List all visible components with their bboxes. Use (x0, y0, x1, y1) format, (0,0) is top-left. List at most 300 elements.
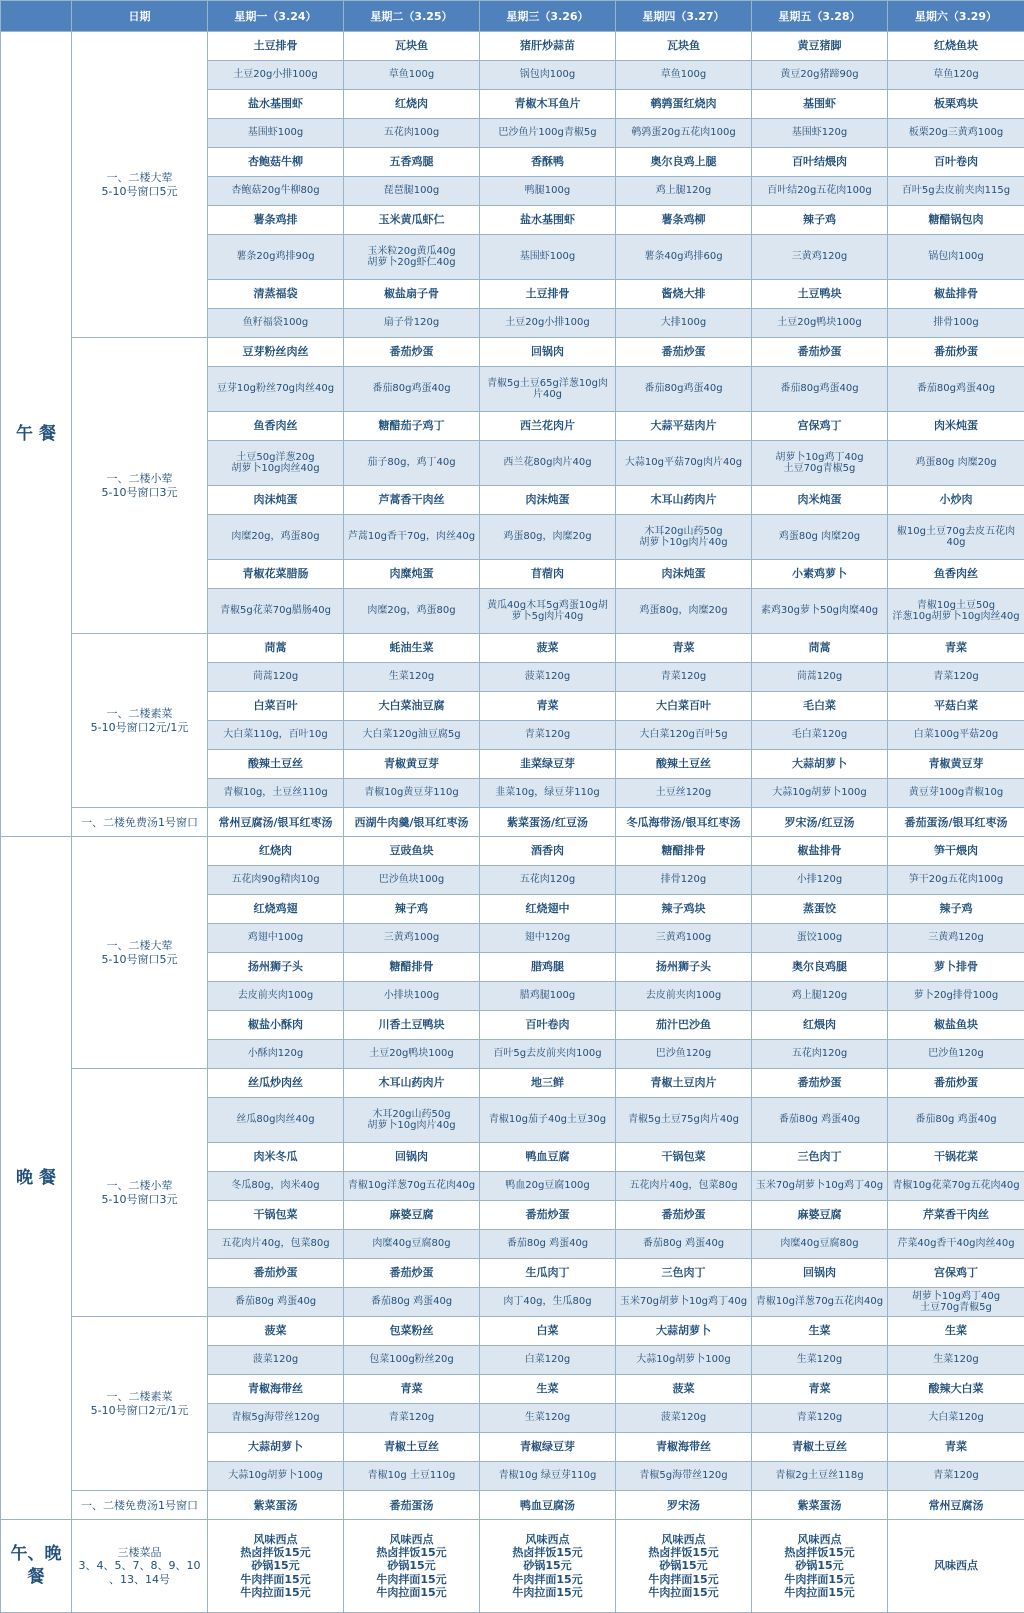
dish-ingredients: 巴沙鱼120g (616, 1040, 752, 1069)
dish-ingredients: 基围虾120g (752, 119, 888, 148)
dish-ingredients: 番茄80g 鸡蛋40g (752, 1098, 888, 1143)
dish-ingredients: 毛白菜120g (752, 721, 888, 750)
dish-name: 番茄炒蛋 (752, 338, 888, 367)
dish-name: 豆豉鱼块 (344, 837, 480, 866)
dish-name: 糖醋排骨 (344, 953, 480, 982)
dish-ingredients: 青椒5g海带丝120g (616, 1462, 752, 1491)
dish-name: 回锅肉 (752, 1259, 888, 1288)
dish-name: 辣子鸡 (888, 895, 1024, 924)
dish-ingredients: 去皮前夹肉100g (616, 982, 752, 1011)
dish-ingredients: 冬瓜80g，肉米40g (208, 1172, 344, 1201)
dish-name: 川香土豆鸭块 (344, 1011, 480, 1040)
dish-name: 薯条鸡排 (208, 206, 344, 235)
soup-row (1, 808, 1024, 837)
dish-ingredients: 芦蒿10g香干70g，肉丝40g (344, 515, 480, 560)
dish-name: 盐水基围虾 (208, 90, 344, 119)
dish-name: 鹌鹑蛋红烧肉 (616, 90, 752, 119)
header-row (1, 1, 1024, 32)
dish-ingredients: 椒10g土豆70g去皮五花肉40g (888, 515, 1024, 560)
dish-ingredients: 青菜120g (344, 1404, 480, 1433)
dish-ingredients: 五花肉120g (480, 866, 616, 895)
dish-name: 红烧肉 (344, 90, 480, 119)
dish-name: 毛白菜 (752, 692, 888, 721)
dish-ingredients: 生菜120g (752, 1346, 888, 1375)
dish-ingredients: 鸡蛋80g，肉糜20g (480, 515, 616, 560)
header-date: 日期 (72, 1, 208, 32)
dish-ingredients: 基围虾100g (480, 235, 616, 280)
dish-name: 鱼香肉丝 (208, 412, 344, 441)
dish-name: 百叶卷肉 (888, 148, 1024, 177)
dish-name: 椒盐排骨 (752, 837, 888, 866)
dish-ingredients: 锅包肉100g (480, 61, 616, 90)
dish-name: 芦蒿香干肉丝 (344, 486, 480, 515)
dish-ingredients: 青菜120g (888, 1462, 1024, 1491)
dish-name: 麻婆豆腐 (344, 1201, 480, 1230)
dish-name: 番茄炒蛋 (616, 338, 752, 367)
dish-ingredients: 翅中120g (480, 924, 616, 953)
dish-name: 青菜 (344, 1375, 480, 1404)
soup-label: 一、二楼免费汤1号窗口 (72, 808, 208, 837)
dish-name: 菠菜 (616, 1375, 752, 1404)
dish-ingredients: 五花肉120g (752, 1040, 888, 1069)
dish-ingredients: 黄豆20g猪蹄90g (752, 61, 888, 90)
dish-name: 土豆排骨 (480, 280, 616, 309)
dish-ingredients: 土豆50g洋葱20g 胡萝卜10g肉丝40g (208, 441, 344, 486)
dish-name: 肉沫炖蛋 (208, 486, 344, 515)
dish-name: 百叶结煨肉 (752, 148, 888, 177)
dish-ingredients: 青椒10g 绿豆芽110g (480, 1462, 616, 1491)
soup-item: 西湖牛肉羹/银耳红枣汤 (344, 808, 480, 837)
special-dishes: 风味西点 热卤拌饭15元 砂锅15元 牛肉拌面15元 牛肉拉面15元 (616, 1520, 752, 1613)
dish-name: 白菜百叶 (208, 692, 344, 721)
dish-ingredients: 笋干20g五花肉100g (888, 866, 1024, 895)
dish-name: 瓦块鱼 (344, 32, 480, 61)
dish-ingredients: 鱼籽福袋100g (208, 309, 344, 338)
dish-ingredients: 三黄鸡120g (888, 924, 1024, 953)
dish-ingredients: 土豆丝120g (616, 779, 752, 808)
dish-ingredients: 番茄80g鸡蛋40g (616, 367, 752, 412)
dish-name: 平菇白菜 (888, 692, 1024, 721)
dish-ingredients: 番茄80g鸡蛋40g (752, 367, 888, 412)
dish-ingredients: 茼蒿120g (752, 663, 888, 692)
dish-row (1, 837, 1024, 866)
dish-name: 奥尔良鸡腿 (752, 953, 888, 982)
dish-ingredients: 板栗20g三黄鸡100g (888, 119, 1024, 148)
dish-name: 干锅包菜 (208, 1201, 344, 1230)
dish-ingredients: 青椒10g黄豆芽110g (344, 779, 480, 808)
dish-ingredients: 青椒10g洋葱70g五花肉40g (344, 1172, 480, 1201)
soup-item: 冬瓜海带汤/银耳红枣汤 (616, 808, 752, 837)
dish-ingredients: 杏鲍菇20g牛柳80g (208, 177, 344, 206)
meal-label: 午、晚 餐 (1, 1520, 72, 1613)
dish-name: 番茄炒蛋 (344, 1259, 480, 1288)
dish-ingredients: 百叶5g去皮前夹肉100g (480, 1040, 616, 1069)
dish-name: 杏鲍菇牛柳 (208, 148, 344, 177)
dish-ingredients: 鸡上腿120g (752, 982, 888, 1011)
soup-item: 紫菜蛋汤/红豆汤 (480, 808, 616, 837)
dish-name: 椒盐扇子骨 (344, 280, 480, 309)
dish-ingredients: 大蒜10g胡萝卜100g (616, 1346, 752, 1375)
dish-ingredients: 土豆20g鸭块100g (752, 309, 888, 338)
dish-name: 五香鸡腿 (344, 148, 480, 177)
header-day: 星期四（3.27） (616, 1, 752, 32)
dish-ingredients: 腊鸡腿100g (480, 982, 616, 1011)
dish-name: 丝瓜炒肉丝 (208, 1069, 344, 1098)
dish-ingredients: 肉糜40g豆腐80g (344, 1230, 480, 1259)
dish-ingredients: 基围虾100g (208, 119, 344, 148)
dish-name: 青菜 (888, 634, 1024, 663)
dish-ingredients: 茼蒿120g (208, 663, 344, 692)
dish-name: 酸辣土豆丝 (208, 750, 344, 779)
dish-name: 番茄炒蛋 (888, 1069, 1024, 1098)
dish-ingredients: 排骨120g (616, 866, 752, 895)
dish-ingredients: 百叶5g去皮前夹肉115g (888, 177, 1024, 206)
dish-ingredients: 五花肉片40g，包菜80g (616, 1172, 752, 1201)
soup-item: 常州豆腐汤 (888, 1491, 1024, 1520)
dish-name: 辣子鸡 (344, 895, 480, 924)
dish-name: 蒸蛋饺 (752, 895, 888, 924)
dish-name: 基围虾 (752, 90, 888, 119)
category-label: 一、二楼大荤 5-10号窗口5元 (72, 32, 208, 338)
dish-ingredients: 鸭腿100g (480, 177, 616, 206)
header-blank (1, 1, 72, 32)
dish-name: 青椒海带丝 (208, 1375, 344, 1404)
dish-name: 生菜 (888, 1317, 1024, 1346)
dish-ingredients: 琵琶腿100g (344, 177, 480, 206)
dish-name: 回锅肉 (480, 338, 616, 367)
soup-item: 鸭血豆腐汤 (480, 1491, 616, 1520)
dish-ingredients: 鸡蛋80g 肉糜20g (752, 515, 888, 560)
dish-ingredients: 萝卜20g排骨100g (888, 982, 1024, 1011)
dish-name: 酱烧大排 (616, 280, 752, 309)
category-label: 三楼菜品 3、4、5、7、8、9、10 、13、14号 (72, 1520, 208, 1613)
dish-name: 糖醋锅包肉 (888, 206, 1024, 235)
dish-name: 青椒土豆丝 (344, 1433, 480, 1462)
dish-row (1, 1317, 1024, 1346)
dish-name: 三色肉丁 (616, 1259, 752, 1288)
dish-ingredients: 巴沙鱼片100g青椒5g (480, 119, 616, 148)
meal-label: 晚 餐 (1, 837, 72, 1520)
dish-ingredients: 大白菜120g (888, 1404, 1024, 1433)
dish-ingredients: 大排100g (616, 309, 752, 338)
dish-name: 大蒜平菇肉片 (616, 412, 752, 441)
dish-ingredients: 番茄80g 鸡蛋40g (616, 1230, 752, 1259)
dish-ingredients: 韭菜10g，绿豆芽110g (480, 779, 616, 808)
dish-name: 三色肉丁 (752, 1143, 888, 1172)
dish-ingredients: 黄豆芽100g青椒10g (888, 779, 1024, 808)
dish-ingredients: 玉米粒20g黄瓜40g 胡萝卜20g虾仁40g (344, 235, 480, 280)
dish-name: 香酥鸭 (480, 148, 616, 177)
dish-ingredients: 小排块100g (344, 982, 480, 1011)
dish-name: 红烧鸡翅 (208, 895, 344, 924)
dish-ingredients: 生菜120g (480, 1404, 616, 1433)
dish-ingredients: 青椒10g茄子40g土豆30g (480, 1098, 616, 1143)
dish-row (1, 634, 1024, 663)
dish-ingredients: 小酥肉120g (208, 1040, 344, 1069)
dish-ingredients: 肉糜20g，鸡蛋80g (208, 515, 344, 560)
dish-ingredients: 青椒10g花菜70g五花肉40g (888, 1172, 1024, 1201)
dish-ingredients: 青椒10g土豆50g 洋葱10g胡萝卜10g肉丝40g (888, 589, 1024, 634)
soup-item: 紫菜蛋汤 (208, 1491, 344, 1520)
dish-ingredients: 土豆20g小排100g (480, 309, 616, 338)
dish-ingredients: 番茄80g鸡蛋40g (888, 367, 1024, 412)
dish-name: 酒香肉 (480, 837, 616, 866)
dish-row (1, 338, 1024, 367)
dish-name: 鱼香肉丝 (888, 560, 1024, 589)
dish-name: 茼蒿 (752, 634, 888, 663)
special-dishes: 风味西点 热卤拌饭15元 砂锅15元 牛肉拌面15元 牛肉拉面15元 (752, 1520, 888, 1613)
dish-name: 肉米炖蛋 (888, 412, 1024, 441)
soup-item: 番茄蛋汤 (344, 1491, 480, 1520)
dish-ingredients: 鸡上腿120g (616, 177, 752, 206)
dish-ingredients: 薯条40g鸡排60g (616, 235, 752, 280)
dish-ingredients: 青菜120g (480, 721, 616, 750)
dish-ingredients: 草鱼100g (616, 61, 752, 90)
dish-ingredients: 大蒜10g胡萝卜100g (752, 779, 888, 808)
dish-ingredients: 薯条20g鸡排90g (208, 235, 344, 280)
dish-ingredients: 去皮前夹肉100g (208, 982, 344, 1011)
dish-name: 糖醋茄子鸡丁 (344, 412, 480, 441)
dish-name: 奥尔良鸡上腿 (616, 148, 752, 177)
soup-label: 一、二楼免费汤1号窗口 (72, 1491, 208, 1520)
dish-name: 肉糜炖蛋 (344, 560, 480, 589)
dish-name: 麻婆豆腐 (752, 1201, 888, 1230)
dish-name: 青椒花菜腊肠 (208, 560, 344, 589)
dish-ingredients: 肉糜40g豆腐80g (752, 1230, 888, 1259)
dish-ingredients: 白菜100g平菇20g (888, 721, 1024, 750)
dish-name: 干锅包菜 (616, 1143, 752, 1172)
header-day: 星期二（3.25） (344, 1, 480, 32)
dish-ingredients: 胡萝卜10g鸡丁40g 土豆70g青椒5g (752, 441, 888, 486)
dish-ingredients: 木耳20g山药50g 胡萝卜10g肉片40g (616, 515, 752, 560)
dish-name: 辣子鸡块 (616, 895, 752, 924)
special-dishes: 风味西点 热卤拌饭15元 砂锅15元 牛肉拌面15元 牛肉拉面15元 (480, 1520, 616, 1613)
dish-name: 扬州狮子头 (208, 953, 344, 982)
dish-ingredients: 菠菜120g (616, 1404, 752, 1433)
dish-ingredients: 豆芽10g粉丝70g肉丝40g (208, 367, 344, 412)
dish-ingredients: 番茄80g 鸡蛋40g (344, 1288, 480, 1317)
dish-ingredients: 蛋饺100g (752, 924, 888, 953)
soup-item: 紫菜蛋汤 (752, 1491, 888, 1520)
dish-name: 大蒜胡萝卜 (208, 1433, 344, 1462)
dish-name: 盐水基围虾 (480, 206, 616, 235)
dish-ingredients: 青椒5g海带丝120g (208, 1404, 344, 1433)
dish-name: 板栗鸡块 (888, 90, 1024, 119)
dish-name: 大蒜胡萝卜 (616, 1317, 752, 1346)
dish-name: 腊鸡腿 (480, 953, 616, 982)
dish-name: 椒盐鱼块 (888, 1011, 1024, 1040)
dish-name: 茼蒿 (208, 634, 344, 663)
category-label: 一、二楼小荤 5-10号窗口3元 (72, 1069, 208, 1317)
dish-name: 青椒土豆丝 (752, 1433, 888, 1462)
dish-name: 鸭血豆腐 (480, 1143, 616, 1172)
special-dishes: 风味西点 热卤拌饭15元 砂锅15元 牛肉拌面15元 牛肉拉面15元 (208, 1520, 344, 1613)
dish-ingredients: 大白菜120g油豆腐5g (344, 721, 480, 750)
dish-ingredients: 鸭血20g豆腐100g (480, 1172, 616, 1201)
dish-ingredients: 青椒10g 土豆110g (344, 1462, 480, 1491)
dish-ingredients: 白菜120g (480, 1346, 616, 1375)
dish-ingredients: 排骨100g (888, 309, 1024, 338)
third-floor-row (1, 1520, 1024, 1613)
dish-ingredients: 三黄鸡100g (344, 924, 480, 953)
dish-ingredients: 鸡蛋80g，肉糜20g (616, 589, 752, 634)
header-day: 星期五（3.28） (752, 1, 888, 32)
dish-row (1, 1069, 1024, 1098)
dish-ingredients: 番茄80g 鸡蛋40g (208, 1288, 344, 1317)
dish-ingredients: 番茄80g 鸡蛋40g (888, 1098, 1024, 1143)
dish-name: 蚝油生菜 (344, 634, 480, 663)
soup-item: 常州豆腐汤/银耳红枣汤 (208, 808, 344, 837)
dish-ingredients: 西兰花80g肉片40g (480, 441, 616, 486)
dish-name: 大白菜百叶 (616, 692, 752, 721)
dish-ingredients: 五花肉100g (344, 119, 480, 148)
dish-ingredients: 胡萝卜10g鸡丁40g 土豆70g青椒5g (888, 1288, 1024, 1317)
dish-ingredients: 草鱼120g (888, 61, 1024, 90)
dish-name: 椒盐排骨 (888, 280, 1024, 309)
dish-ingredients: 草鱼100g (344, 61, 480, 90)
dish-name: 土豆排骨 (208, 32, 344, 61)
dish-ingredients: 木耳20g山药50g 胡萝卜10g肉片40g (344, 1098, 480, 1143)
dish-name: 青菜 (616, 634, 752, 663)
dish-ingredients: 青椒10g洋葱70g五花肉40g (752, 1288, 888, 1317)
soup-row (1, 1491, 1024, 1520)
dish-name: 清蒸福袋 (208, 280, 344, 309)
dish-name: 红烧肉 (208, 837, 344, 866)
dish-name: 青椒土豆肉片 (616, 1069, 752, 1098)
dish-name: 土豆鸭块 (752, 280, 888, 309)
dish-ingredients: 青椒2g土豆丝118g (752, 1462, 888, 1491)
dish-name: 红烧翅中 (480, 895, 616, 924)
dish-name: 青椒黄豆芽 (888, 750, 1024, 779)
dish-ingredients: 大蒜10g平菇70g肉片40g (616, 441, 752, 486)
menu-body (1, 32, 1024, 1613)
dish-ingredients: 鹌鹑蛋20g五花肉100g (616, 119, 752, 148)
dish-ingredients: 巴沙鱼块100g (344, 866, 480, 895)
dish-ingredients: 包菜100g粉丝20g (344, 1346, 480, 1375)
dish-name: 青椒海带丝 (616, 1433, 752, 1462)
meal-label: 午 餐 (1, 32, 72, 837)
dish-ingredients: 菠菜120g (208, 1346, 344, 1375)
dish-ingredients: 青椒5g土豆75g肉片40g (616, 1098, 752, 1143)
dish-ingredients: 青椒10g，土豆丝110g (208, 779, 344, 808)
dish-ingredients: 素鸡30g萝卜50g肉糜40g (752, 589, 888, 634)
dish-ingredients: 番茄80g 鸡蛋40g (480, 1230, 616, 1259)
dish-name: 白菜 (480, 1317, 616, 1346)
dish-ingredients: 菠菜120g (480, 663, 616, 692)
dish-ingredients: 鸡翅中100g (208, 924, 344, 953)
dish-name: 地三鲜 (480, 1069, 616, 1098)
category-label: 一、二楼素菜 5-10号窗口2元/1元 (72, 1317, 208, 1491)
dish-ingredients: 玉米70g胡萝卜10g鸡丁40g (752, 1172, 888, 1201)
dish-ingredients: 土豆20g小排100g (208, 61, 344, 90)
dish-name: 萝卜排骨 (888, 953, 1024, 982)
dish-name: 青椒木耳鱼片 (480, 90, 616, 119)
header-day: 星期三（3.26） (480, 1, 616, 32)
dish-name: 酸辣大白菜 (888, 1375, 1024, 1404)
dish-ingredients: 大白菜110g，百叶10g (208, 721, 344, 750)
dish-name: 番茄炒蛋 (344, 338, 480, 367)
dish-name: 韭菜绿豆芽 (480, 750, 616, 779)
dish-name: 糖醋排骨 (616, 837, 752, 866)
dish-name: 宫保鸡丁 (752, 412, 888, 441)
dish-name: 生菜 (480, 1375, 616, 1404)
dish-name: 宫保鸡丁 (888, 1259, 1024, 1288)
dish-name: 大白菜油豆腐 (344, 692, 480, 721)
dish-name: 回锅肉 (344, 1143, 480, 1172)
dish-name: 百叶卷肉 (480, 1011, 616, 1040)
dish-name: 番茄炒蛋 (616, 1201, 752, 1230)
dish-name: 生菜 (752, 1317, 888, 1346)
soup-item: 番茄蛋汤/银耳红枣汤 (888, 808, 1024, 837)
dish-name: 菠菜 (480, 634, 616, 663)
dish-name: 黄豆猪脚 (752, 32, 888, 61)
dish-name: 肉沫炖蛋 (616, 560, 752, 589)
header-day: 星期六（3.29） (888, 1, 1024, 32)
category-label: 一、二楼素菜 5-10号窗口2元/1元 (72, 634, 208, 808)
dish-name: 西兰花肉片 (480, 412, 616, 441)
dish-ingredients: 玉米70g胡萝卜10g鸡丁40g (616, 1288, 752, 1317)
dish-ingredients: 青椒5g花菜70g腊肠40g (208, 589, 344, 634)
dish-ingredients: 生菜120g (888, 1346, 1024, 1375)
soup-item: 罗宋汤 (616, 1491, 752, 1520)
dish-ingredients: 丝瓜80g肉丝40g (208, 1098, 344, 1143)
dish-name: 肉米炖蛋 (752, 486, 888, 515)
dish-ingredients: 青菜120g (616, 663, 752, 692)
category-label: 一、二楼小荤 5-10号窗口3元 (72, 338, 208, 634)
dish-name: 椒盐小酥肉 (208, 1011, 344, 1040)
dish-ingredients: 青菜120g (888, 663, 1024, 692)
dish-name: 猪肝炒蒜苗 (480, 32, 616, 61)
dish-ingredients: 黄瓜40g木耳5g鸡蛋10g胡 萝卜5g肉片40g (480, 589, 616, 634)
special-dishes: 风味西点 热卤拌饭15元 砂锅15元 牛肉拌面15元 牛肉拉面15元 (344, 1520, 480, 1613)
dish-name: 干锅花菜 (888, 1143, 1024, 1172)
dish-row (1, 32, 1024, 61)
dish-ingredients: 巴沙鱼120g (888, 1040, 1024, 1069)
dish-name: 番茄炒蛋 (888, 338, 1024, 367)
dish-name: 大蒜胡萝卜 (752, 750, 888, 779)
dish-name: 生瓜肉丁 (480, 1259, 616, 1288)
dish-ingredients: 三黄鸡120g (752, 235, 888, 280)
dish-ingredients: 肉丁40g，生瓜80g (480, 1288, 616, 1317)
dish-name: 酸辣土豆丝 (616, 750, 752, 779)
dish-name: 木耳山药肉片 (344, 1069, 480, 1098)
dish-ingredients: 锅包肉100g (888, 235, 1024, 280)
dish-name: 薯条鸡柳 (616, 206, 752, 235)
soup-item: 罗宋汤/红豆汤 (752, 808, 888, 837)
dish-name: 青椒黄豆芽 (344, 750, 480, 779)
dish-ingredients: 三黄鸡100g (616, 924, 752, 953)
header-day: 星期一（3.24） (208, 1, 344, 32)
dish-name: 玉米黄瓜虾仁 (344, 206, 480, 235)
dish-name: 番茄炒蛋 (208, 1259, 344, 1288)
dish-name: 青菜 (480, 692, 616, 721)
dish-name: 笋干煨肉 (888, 837, 1024, 866)
dish-name: 菠菜 (208, 1317, 344, 1346)
dish-name: 肉沫炖蛋 (480, 486, 616, 515)
dish-ingredients: 茄子80g，鸡丁40g (344, 441, 480, 486)
dish-name: 辣子鸡 (752, 206, 888, 235)
dish-name: 芹菜香干肉丝 (888, 1201, 1024, 1230)
dish-ingredients: 大蒜10g胡萝卜100g (208, 1462, 344, 1491)
dish-name: 青菜 (752, 1375, 888, 1404)
dish-name: 茄汁巴沙鱼 (616, 1011, 752, 1040)
dish-ingredients: 生菜120g (344, 663, 480, 692)
dish-ingredients: 大白菜120g百叶5g (616, 721, 752, 750)
dish-ingredients: 青椒5g土豆65g洋葱10g肉 片40g (480, 367, 616, 412)
dish-ingredients: 鸡蛋80g 肉糜20g (888, 441, 1024, 486)
dish-ingredients: 五花肉90g精肉10g (208, 866, 344, 895)
dish-ingredients: 扇子骨120g (344, 309, 480, 338)
